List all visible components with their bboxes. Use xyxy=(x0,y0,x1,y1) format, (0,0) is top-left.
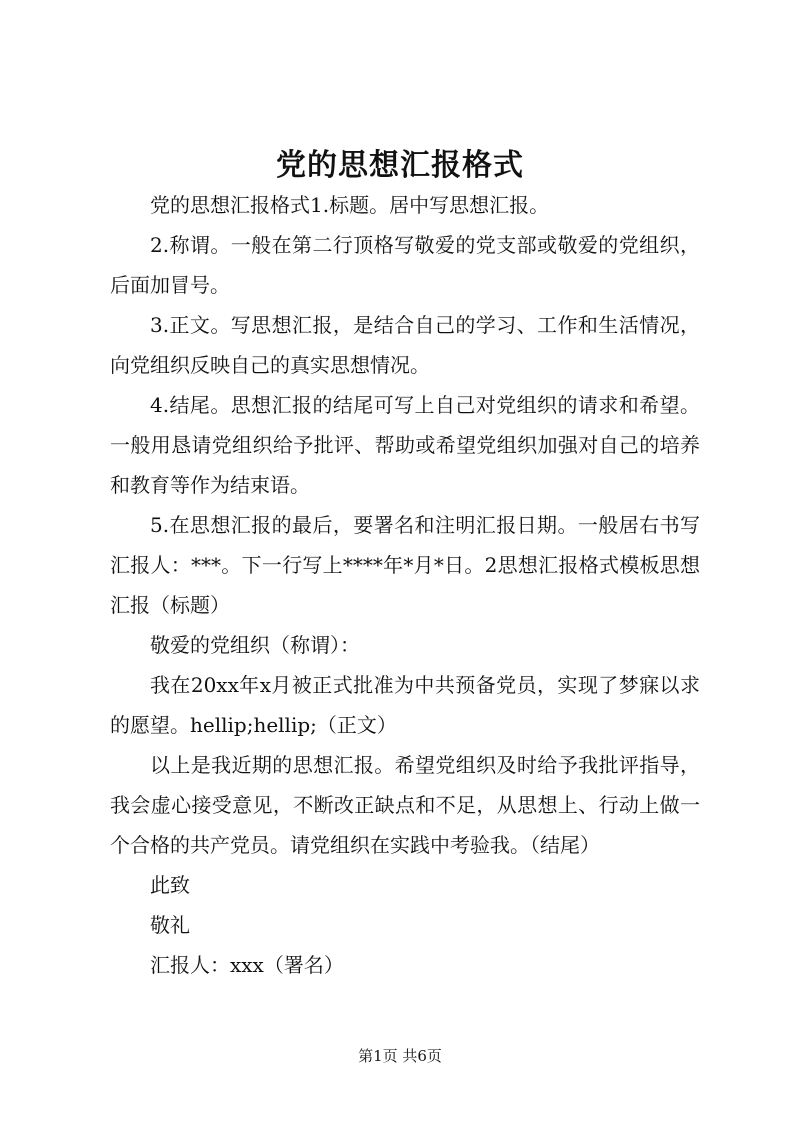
document-body xyxy=(110,185,700,985)
paragraph: 我在20xx年x月被正式批准为中共预备党员，实现了梦寐以求的愿望。hellip;hellip;（正文） xyxy=(110,673,700,737)
document-title: 党的思想汇报格式 xyxy=(276,148,524,183)
paragraph: 3.正文。写思想汇报，是结合自己的学习、工作和生活情况，向党组织反映自己的真实思想情况。 xyxy=(110,313,700,377)
paragraph: 以上是我近期的思想汇报。希望党组织及时给予我批评指导，我会虚心接受意见，不断改正缺点和不足，从思想上、行动上做一个合格的共产党员。请党组织在实践中考验我。（结尾） xyxy=(110,753,700,857)
signature-line: 汇报人：xxx（署名） xyxy=(150,953,344,977)
page-number-footer: 第1页 共6页 xyxy=(358,1047,442,1065)
paragraph: 2.称谓。一般在第二行顶格写敬爱的党支部或敬爱的党组织，后面加冒号。 xyxy=(110,233,700,297)
salutation: 敬爱的党组织（称谓）： xyxy=(150,633,360,657)
closing-line: 敬礼 xyxy=(150,913,190,937)
paragraph: 党的思想汇报格式1.标题。居中写思想汇报。 xyxy=(150,193,550,217)
closing-line: 此致 xyxy=(150,873,190,897)
paragraph: 5.在思想汇报的最后，要署名和注明汇报日期。一般居右书写汇报人：***。下一行写上****年*月*日。2思想汇报格式模板思想汇报（标题） xyxy=(110,513,700,617)
paragraph: 4.结尾。思想汇报的结尾可写上自己对党组织的请求和希望。一般用恳请党组织给予批评、帮助或希望党组织加强对自己的培养和教育等作为结束语。 xyxy=(110,393,700,497)
